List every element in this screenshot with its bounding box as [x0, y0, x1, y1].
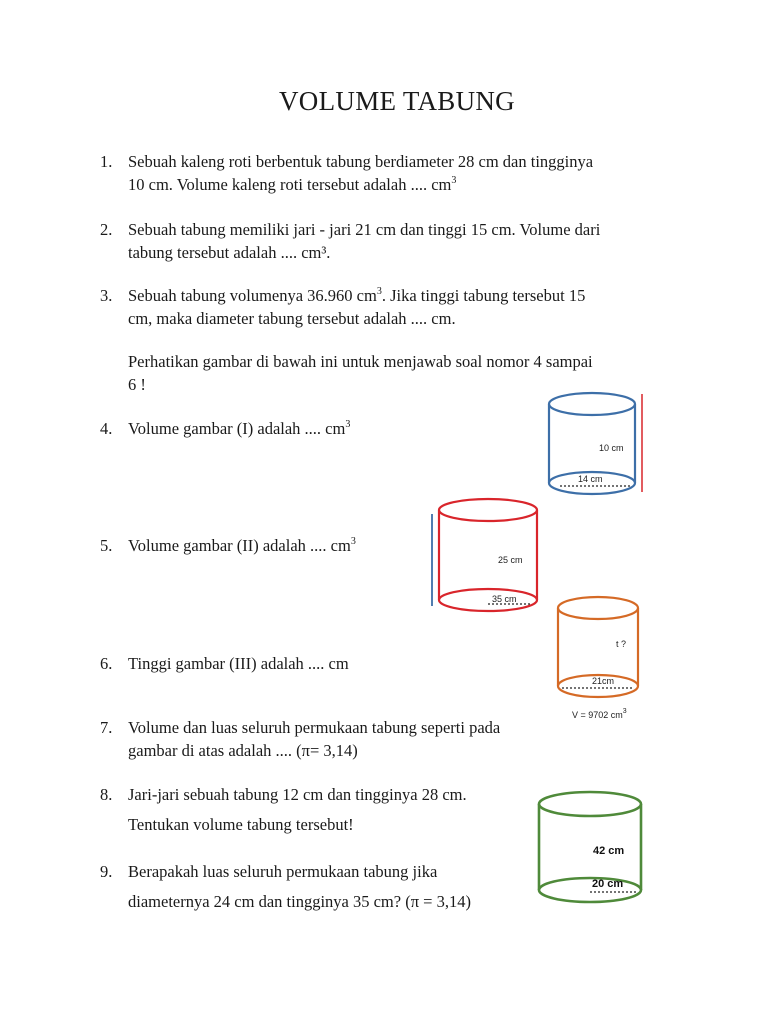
question-text [128, 716, 500, 762]
question-text [128, 150, 593, 196]
cylinder-figure-4 [534, 784, 648, 910]
superscript: 3 [376, 286, 382, 297]
question-line-2: diameternya 24 cm dan tingginya 35 cm? (π = 3,14) [128, 892, 471, 911]
question-line-1: Volume gambar (I) adalah .... cm [128, 419, 346, 438]
question-line-2: tabung tersebut adalah .... cm³. [128, 243, 331, 262]
cylinder-figure-3 [552, 592, 648, 724]
question-number: 1. [100, 152, 113, 171]
question-9 [100, 860, 540, 916]
superscript: 3 [451, 175, 457, 186]
figure-3-diameter-label: 21cm [592, 676, 615, 686]
question-number: 3. [100, 286, 113, 305]
question-line-1: Jari-jari sebuah tabung 12 cm dan tingginya 28 cm. [128, 785, 467, 804]
cylinder-figure-2 [428, 496, 543, 618]
question-line-1: Volume gambar (II) adalah .... cm [128, 536, 351, 555]
question-1 [100, 150, 660, 196]
figure-3-volume-text: V = 9702 cm [572, 710, 623, 720]
question-line-2 [128, 173, 593, 196]
figure-4-diameter-label: 20 cm [592, 878, 624, 890]
question-line-2: gambar di atas adalah .... (π= 3,14) [128, 741, 358, 760]
question-line-1-a: Sebuah tabung volumenya 36.960 cm [128, 286, 377, 305]
question-line-1: Volume dan luas seluruh permukaan tabung seperti pada [128, 718, 501, 737]
question-text [128, 534, 356, 557]
question-number: 9. [100, 862, 113, 881]
question-number: 5. [100, 536, 113, 555]
question-6 [100, 652, 520, 675]
cylinder-figure-1 [540, 388, 650, 500]
question-text [128, 860, 471, 913]
figure-4-height-label: 42 cm [593, 845, 625, 857]
question-number: 7. [100, 718, 113, 737]
figure-2-diameter-label: 35 cm [492, 594, 517, 604]
superscript: 3 [345, 419, 351, 430]
question-line-1-b: . Jika tinggi tabung tersebut 15 [381, 286, 586, 305]
question-text: Tinggi gambar (III) adalah .... cm [128, 654, 349, 673]
figure-1-diameter-label: 14 cm [578, 474, 603, 484]
question-number: 6. [100, 654, 113, 673]
question-5 [100, 534, 420, 557]
figure-3-volume-label [572, 708, 627, 720]
question-number: 4. [100, 419, 113, 438]
question-8 [100, 783, 540, 839]
question-number: 2. [100, 220, 113, 239]
question-line-1 [128, 284, 585, 307]
question-line-1: Berapakah luas seluruh permukaan tabung jika [128, 862, 438, 881]
page-title: VOLUME TABUNG [279, 86, 515, 116]
superscript: 3 [622, 708, 627, 715]
superscript: 3 [350, 536, 356, 547]
question-2 [100, 218, 660, 264]
figure-3-height-label: t ? [616, 639, 627, 649]
question-number: 8. [100, 785, 113, 804]
question-text [128, 417, 350, 440]
question-7 [100, 716, 540, 762]
question-line-1: Sebuah kaleng roti berbentuk tabung berdiameter 28 cm dan tingginya [128, 152, 594, 171]
question-line-2: cm, maka diameter tabung tersebut adalah .... cm. [128, 309, 456, 328]
instruction-line-1: Perhatikan gambar di bawah ini untuk menjawab soal nomor 4 sampai [128, 352, 593, 371]
instruction-line-2: 6 ! [128, 375, 146, 394]
question-4 [100, 417, 520, 440]
question-text [128, 284, 585, 330]
figure-1-height-label: 10 cm [599, 443, 624, 453]
question-text [128, 218, 600, 264]
figure-2-height-label: 25 cm [498, 555, 523, 565]
question-line-2: Tentukan volume tabung tersebut! [128, 815, 354, 834]
question-line-2-text: 10 cm. Volume kaleng roti tersebut adalah .... cm [128, 175, 452, 194]
question-3 [100, 284, 660, 330]
question-line-1: Sebuah tabung memiliki jari - jari 21 cm dan tinggi 15 cm. Volume dari [128, 220, 601, 239]
question-text [128, 783, 467, 836]
